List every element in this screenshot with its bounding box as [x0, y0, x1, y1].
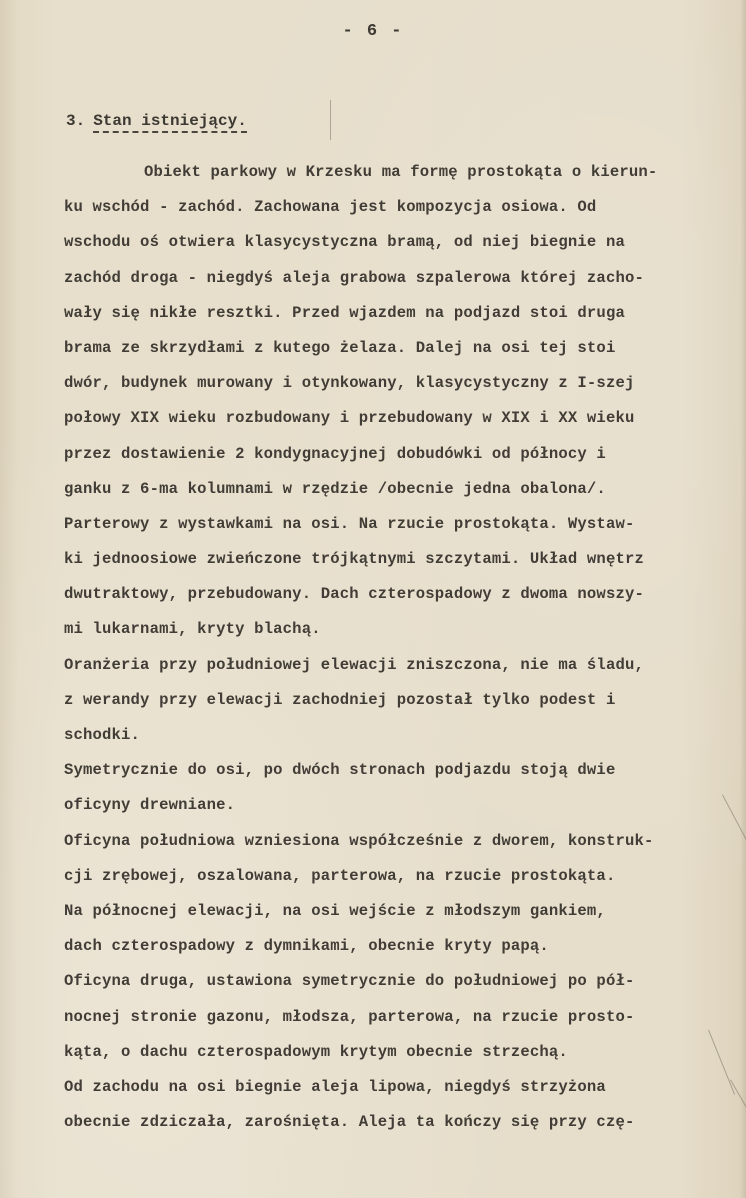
text-line: schodki.	[64, 726, 141, 744]
text-line: dwutraktowy, przebudowany. Dach czterospadowy z dwoma nowszy-	[64, 585, 644, 604]
text-line: Oficyna druga, ustawiona symetrycznie do południowej po pół-	[64, 972, 635, 991]
text-line: z werandy przy elewacji zachodniej pozostał tylko podest i	[64, 690, 616, 709]
section-title: Stan istniejący.	[93, 112, 247, 133]
text-line: ki jednoosiowe zwieńczone trójkątnymi szczytami. Układ wnętrz	[64, 550, 644, 569]
text-line: przez dostawienie 2 kondygnacyjnej dobudówki od północy i	[64, 444, 606, 463]
text-line: Od zachodu na osi biegnie aleja lipowa, niegdyś strzyżona	[64, 1077, 606, 1096]
text-line: ganku z 6-ma kolumnami w rzędzie /obecnie jedna obalona/.	[64, 479, 606, 498]
text-line: Oficyna południowa wzniesiona współcześnie z dworem, konstruk-	[64, 831, 654, 850]
text-line: ku wschód - zachód. Zachowana jest kompozycja osiowa. Od	[64, 198, 597, 217]
text-line: Na północnej elewacji, na osi wejście z młodszym gankiem,	[64, 901, 606, 920]
page-edge-shadow	[740, 0, 746, 1198]
text-line: nocnej stronie gazonu, młodsza, parterowa, na rzucie prosto-	[64, 1007, 635, 1026]
text-line: mi lukarnami, kryty blachą.	[64, 620, 321, 639]
text-line: brama ze skrzydłami z kutego żelaza. Dalej na osi tej stoi	[64, 338, 616, 357]
text-line: wały się nikłe resztki. Przed wjazdem na podjazd stoi druga	[64, 303, 625, 322]
page-number: - 6 -	[342, 22, 404, 41]
section-heading	[66, 112, 247, 130]
text-line: oficyny drewniane.	[64, 796, 236, 815]
text-line: Obiekt parkowy w Krzesku ma formę prostokąta o kierun-	[144, 163, 658, 181]
text-line: Symetrycznie do osi, po dwóch stronach podjazdu stoją dwie	[64, 761, 616, 780]
pencil-mark	[330, 100, 331, 140]
section-number: 3.	[66, 112, 86, 130]
text-line: zachód droga - niegdyś aleja grabowa szpalerowa której zacho-	[64, 268, 644, 287]
text-line: połowy XIX wieku rozbudowany i przebudowany w XIX i XX wieku	[64, 409, 635, 428]
text-line: dwór, budynek murowany i otynkowany, klasycystyczny z I-szej	[64, 374, 635, 393]
text-line: Parterowy z wystawkami na osi. Na rzucie prostokąta. Wystaw-	[64, 514, 635, 533]
text-line: dach czterospadowy z dymnikami, obecnie kryty papą.	[64, 937, 549, 956]
text-line: obecnie zdziczała, zarośnięta. Aleja ta kończy się przy czę-	[64, 1113, 635, 1132]
text-line: cji zrębowej, oszalowana, parterowa, na rzucie prostokąta.	[64, 866, 616, 885]
text-line: kąta, o dachu czterospadowym krytym obecnie strzechą.	[64, 1042, 568, 1061]
text-line: wschodu oś otwiera klasycystyczna bramą, od niej biegnie na	[64, 233, 625, 252]
body-text	[64, 155, 734, 1140]
text-line: Oranżeria przy południowej elewacji zniszczona, nie ma śladu,	[64, 655, 644, 674]
